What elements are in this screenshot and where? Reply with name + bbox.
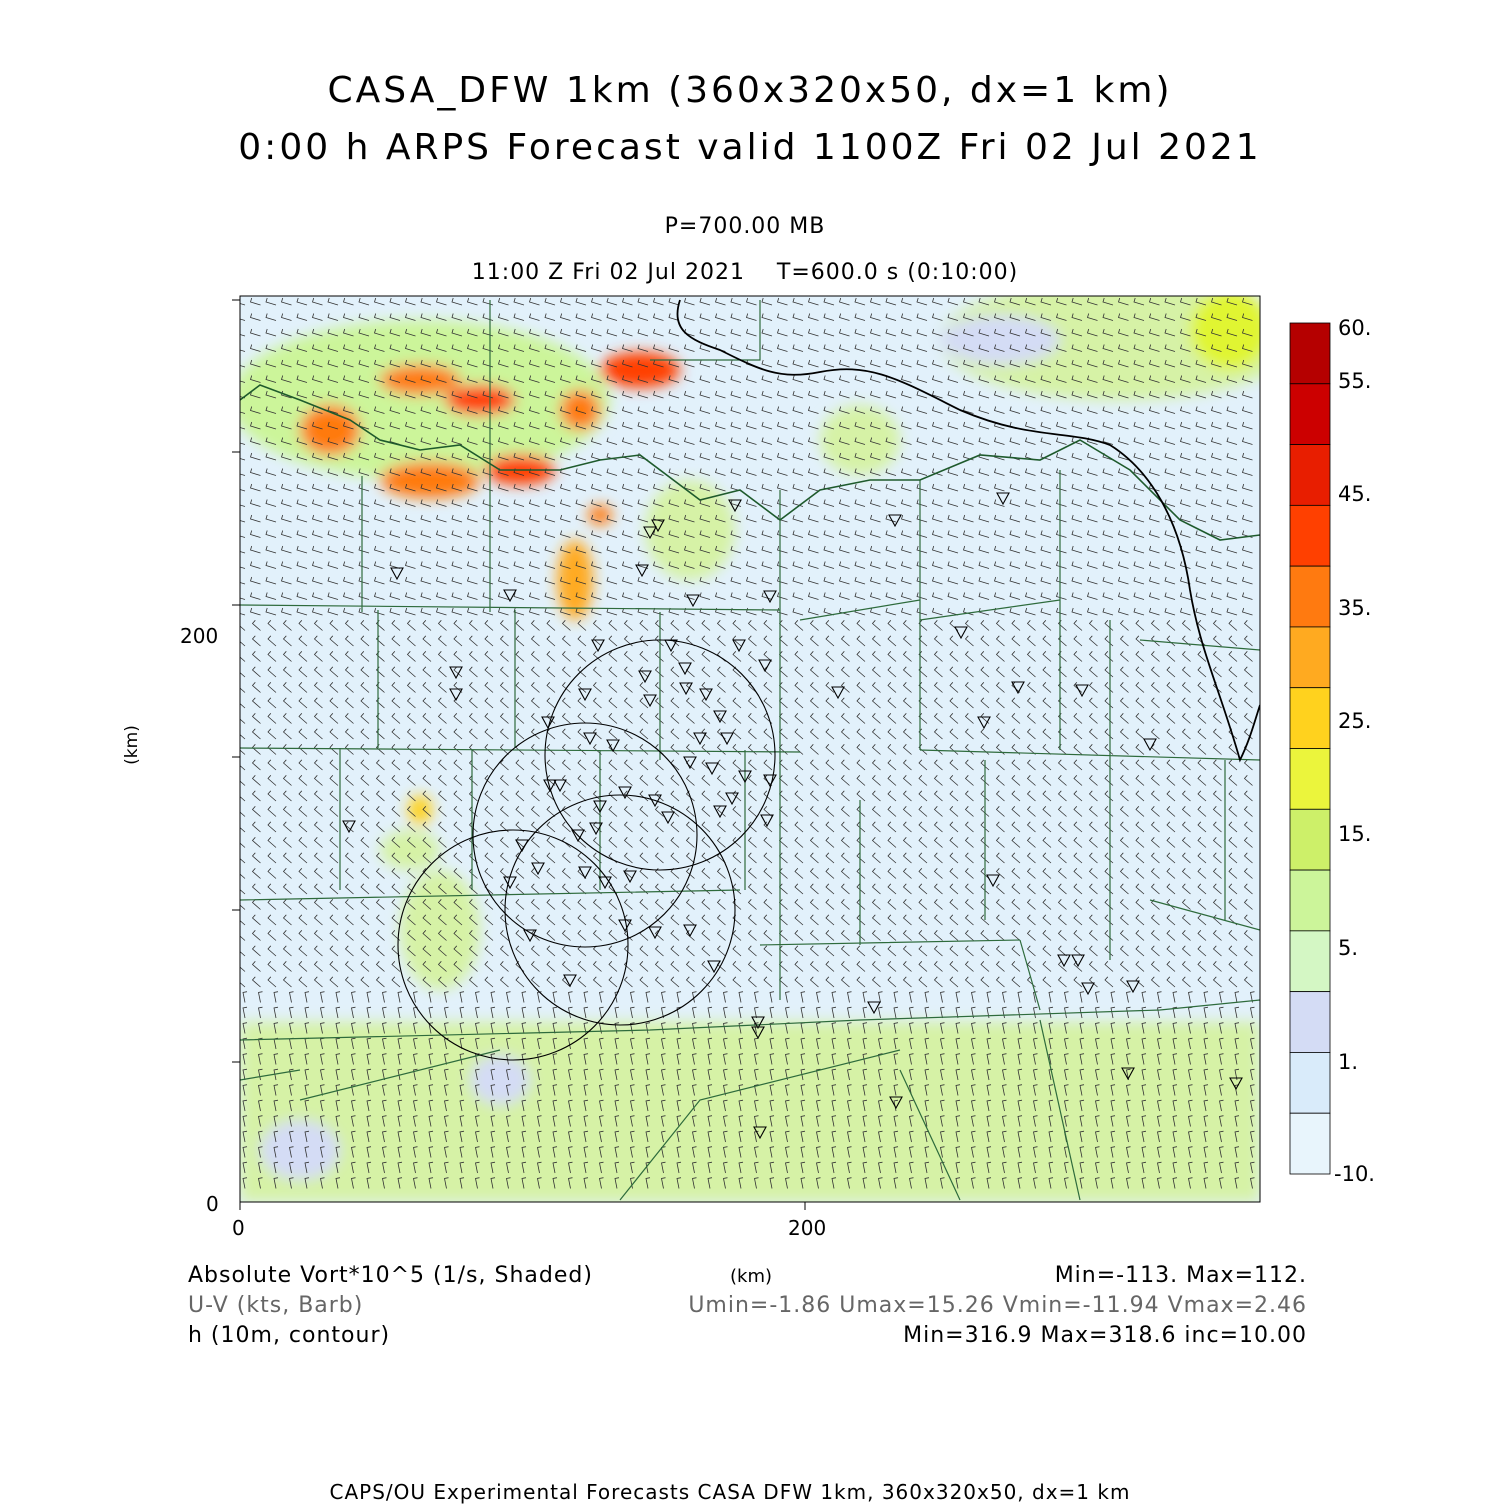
vort-stats: Min=-113. Max=112.: [1054, 1263, 1307, 1288]
cbar-label-1: 1.: [1338, 1050, 1359, 1074]
colorbar-segment: [1290, 992, 1330, 1053]
wind-stats: Umin=-1.86 Umax=15.26 Vmin=-11.94 Vmax=2.46: [688, 1293, 1307, 1318]
title-line-1: CASA_DFW 1km (360x320x50, dx=1 km): [327, 70, 1173, 111]
plot-area: [230, 280, 1300, 1202]
cbar-label-min: -10.: [1334, 1162, 1375, 1186]
cbar-label-35: 35.: [1338, 596, 1372, 620]
colorbar-segment: [1290, 445, 1330, 506]
colorbar-segment: [1290, 809, 1330, 870]
colorbar-segment: [1290, 566, 1330, 627]
height-stats: Min=316.9 Max=318.6 inc=10.00: [903, 1323, 1307, 1348]
cbar-label-15: 15.: [1338, 822, 1372, 846]
title-line-2: 0:00 h ARPS Forecast valid 1100Z Fri 02 Jul 2021: [238, 127, 1262, 168]
y-tick-200: 200: [180, 624, 219, 648]
shaded-field-label: Absolute Vort*10^5 (1/s, Shaded): [188, 1263, 593, 1288]
colorbar-segment: [1290, 870, 1330, 931]
x-axis-label: (km): [730, 1266, 773, 1287]
colorbar-segment: [1290, 1113, 1330, 1174]
colorbar-segment: [1290, 1052, 1330, 1113]
x-tick-200: 200: [788, 1216, 827, 1240]
x-tick-0: 0: [232, 1216, 245, 1240]
valid-time: 11:00 Z Fri 02 Jul 2021 T=600.0 s (0:10:00): [471, 260, 1019, 285]
colorbar-segment: [1290, 931, 1330, 992]
cbar-label-55: 55.: [1338, 369, 1372, 393]
colorbar-segment: [1290, 749, 1330, 810]
cbar-label-25: 25.: [1338, 709, 1372, 733]
pressure-level: P=700.00 MB: [664, 214, 826, 239]
y-tick-0: 0: [206, 1192, 219, 1216]
contour-field-label: h (10m, contour): [188, 1323, 391, 1348]
colorbar-segment: [1290, 688, 1330, 749]
colorbar-segment: [1290, 505, 1330, 566]
y-axis-label: (km): [121, 725, 142, 765]
barb-field-label: U-V (kts, Barb): [188, 1293, 364, 1318]
colorbar-segment: [1290, 627, 1330, 688]
cbar-label-60: 60.: [1338, 316, 1372, 340]
colorbar: [1290, 323, 1330, 1174]
footer: CAPS/OU Experimental Forecasts CASA DFW 1km, 360x320x50, dx=1 km: [329, 1480, 1131, 1504]
cbar-label-5: 5.: [1338, 936, 1359, 960]
cbar-label-45: 45.: [1338, 482, 1372, 506]
colorbar-segment: [1290, 384, 1330, 445]
colorbar-segment: [1290, 323, 1330, 384]
